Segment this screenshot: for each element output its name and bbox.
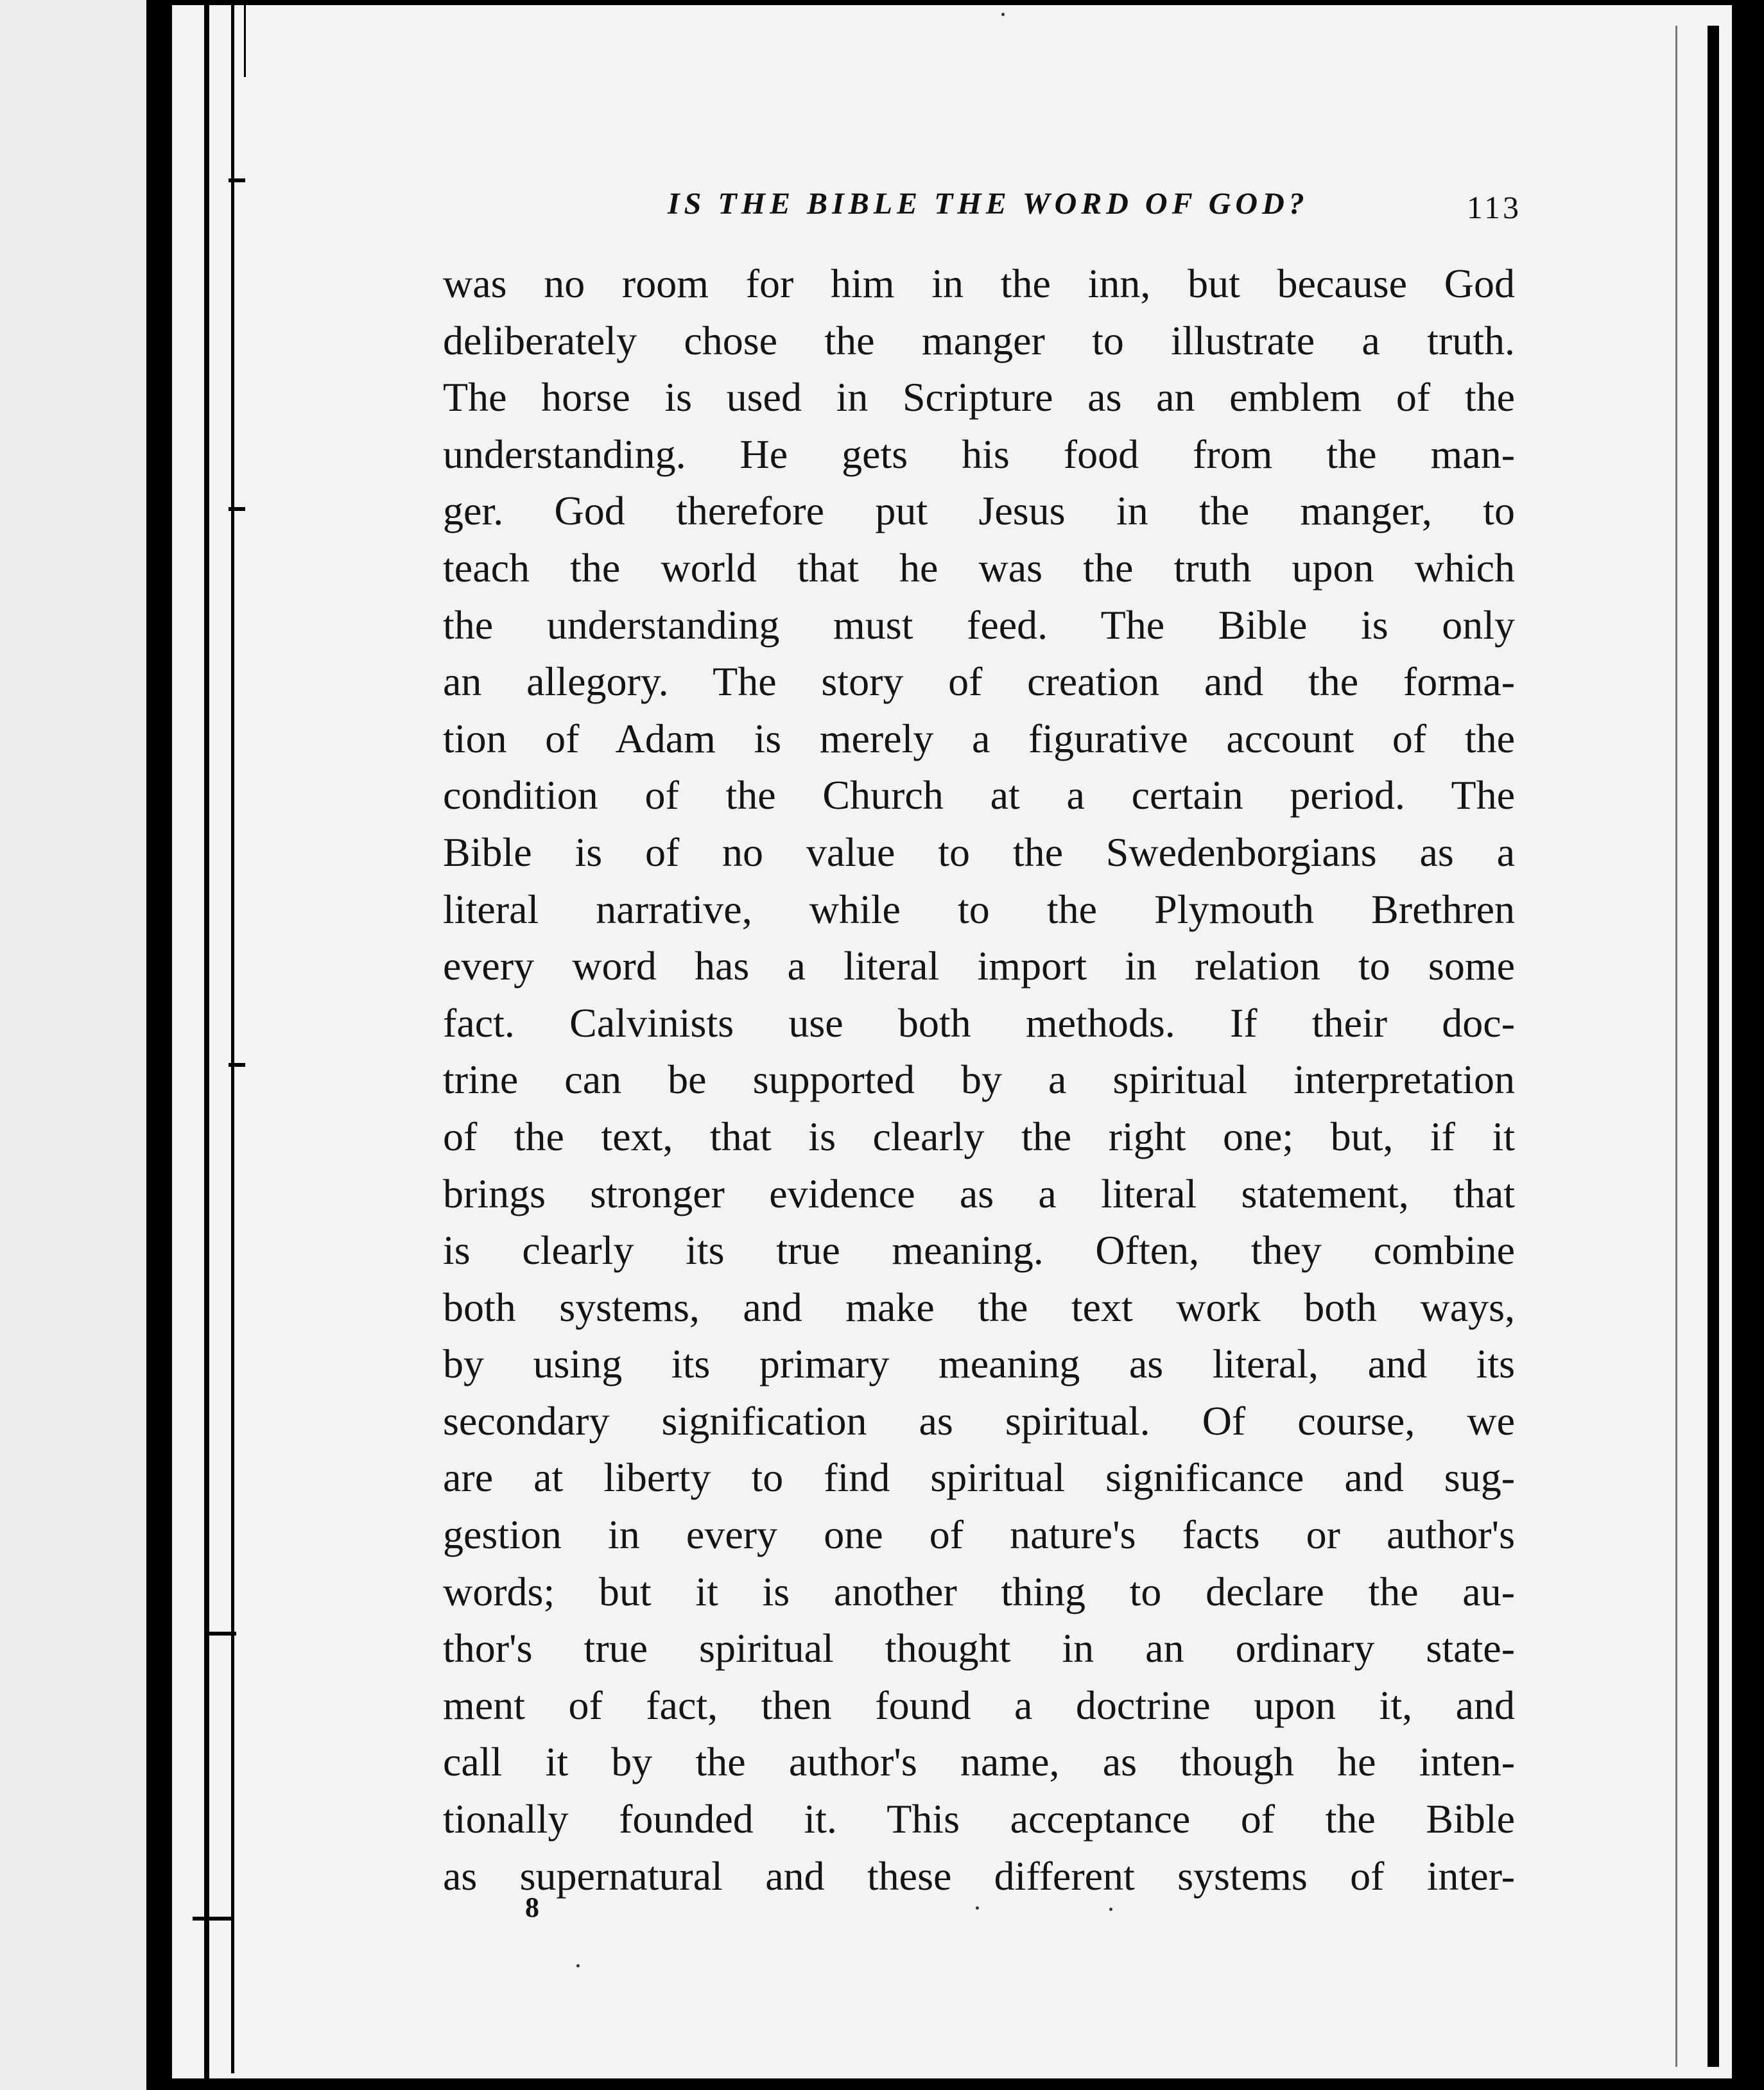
text-line: fact. Calvinists use both methods. If their doc- [443, 999, 1515, 1046]
binding-mark [229, 507, 245, 511]
text-line: of the text, that is clearly the right one; but, if it [443, 1113, 1515, 1159]
text-line: brings stronger evidence as a literal statement, that [443, 1170, 1515, 1216]
page-header [668, 186, 1521, 225]
facing-page-strip [0, 0, 148, 2090]
text-line: both systems, and make the text work both ways, [443, 1284, 1515, 1330]
signature-mark: 8 [525, 1892, 539, 1923]
text-line: are at liberty to find spiritual significance and sug- [443, 1455, 1515, 1501]
binding-mark [229, 178, 245, 182]
text-line: ger. God therefore put Jesus in the manger, to [443, 488, 1515, 534]
text-line: trine can be supported by a spiritual interpretation [443, 1057, 1515, 1103]
text-line: deliberately chose the manger to illustrate a truth. [443, 317, 1515, 363]
print-speck [576, 1964, 580, 1967]
text-line: tion of Adam is merely a figurative account of the [443, 715, 1515, 761]
binding-mark [193, 1917, 231, 1921]
print-speck [1001, 13, 1005, 16]
text-line: an allegory. The story of creation and the forma- [443, 659, 1515, 705]
text-line: condition of the Church at a certain period. The [443, 772, 1515, 818]
text-line: by using its primary meaning as literal, and its [443, 1341, 1515, 1387]
binding-mark [229, 1063, 245, 1067]
running-head: IS THE BIBLE THE WORD OF GOD? [668, 187, 1309, 221]
text-line: teach the world that he was the truth upon which [443, 544, 1515, 591]
binding-line-inner [204, 0, 209, 2090]
text-line: the understanding must feed. The Bible is only [443, 601, 1515, 648]
body-text [443, 255, 1515, 1904]
text-line: call it by the author's name, as though he inten- [443, 1739, 1515, 1785]
binding-line-thin [231, 0, 234, 2073]
text-line: understanding. He gets his food from the man- [443, 431, 1515, 477]
page-edge [1708, 26, 1719, 2067]
binding-line-margin [244, 0, 246, 77]
text-line: gestion in every one of nature's facts or author's [443, 1512, 1515, 1558]
text-line: ment of fact, then found a doctrine upon it, and [443, 1682, 1515, 1728]
print-speck [976, 1906, 979, 1910]
page-edge-shadow [1675, 26, 1677, 2067]
binding-line-outer [146, 0, 153, 2090]
text-line: secondary signification as spiritual. Of course, we [443, 1397, 1515, 1444]
text-line: thor's true spiritual thought in an ordinary state- [443, 1625, 1515, 1671]
page-number: 113 [1466, 189, 1521, 225]
text-line: as supernatural and these different systems of inter- [443, 1852, 1515, 1899]
print-speck [1109, 1908, 1112, 1911]
text-line: was no room for him in the inn, but because God [443, 261, 1515, 306]
text-line: Bible is of no value to the Swedenborgians as a [443, 829, 1515, 875]
text-line: literal narrative, while to the Plymouth Brethren [443, 886, 1515, 932]
text-line: words; but it is another thing to declare the au- [443, 1568, 1515, 1614]
text-line: The horse is used in Scripture as an emblem of the [443, 374, 1515, 420]
binding-mark [204, 1632, 236, 1636]
text-line: every word has a literal import in relation to some [443, 943, 1515, 989]
text-line: tionally founded it. This acceptance of the Bible [443, 1796, 1515, 1842]
text-line: is clearly its true meaning. Often, they combine [443, 1227, 1515, 1274]
